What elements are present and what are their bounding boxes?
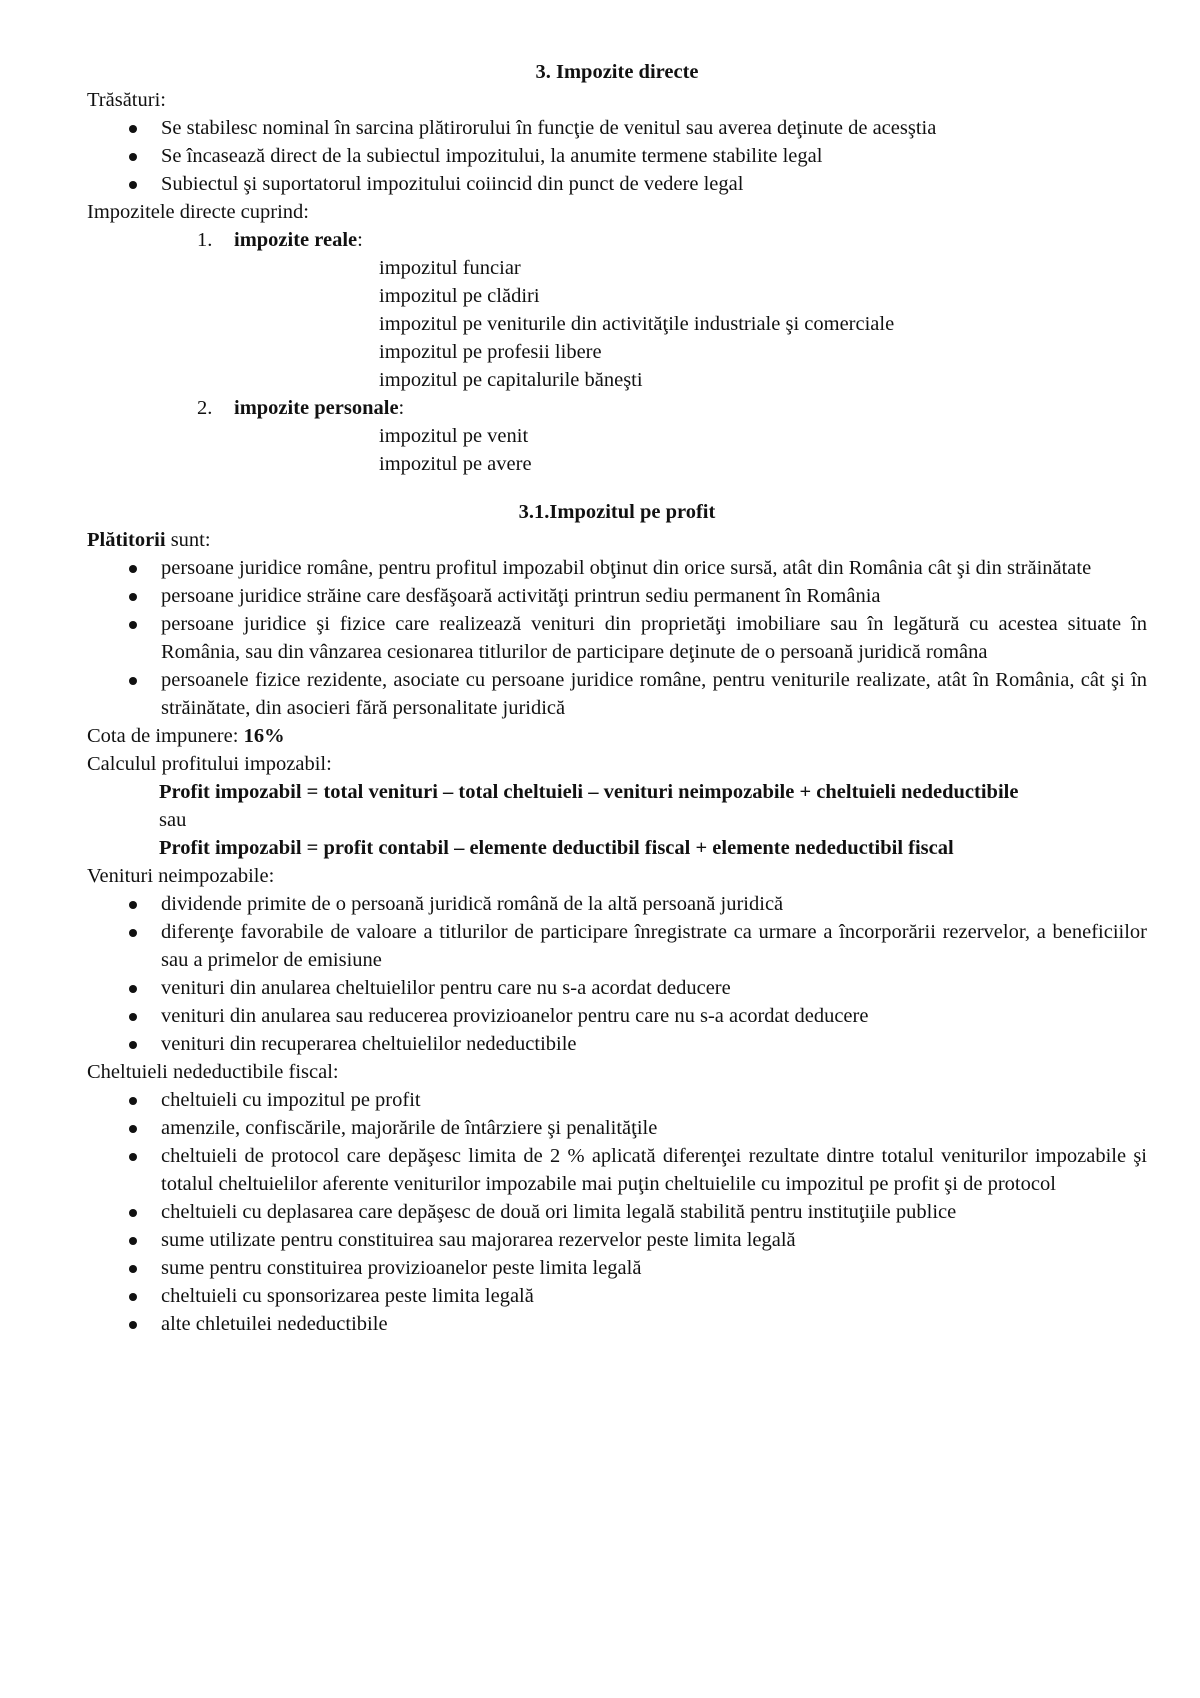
nontaxable-heading: Venituri neimpozabile: [87,865,275,887]
list-number: 2. [197,397,213,419]
or-word: sau [159,809,187,831]
document-page [87,58,1147,1338]
list-item: cheltuieli de protocol care depăşesc limita de 2 % aplicată diferenţei rezultate dintre totalul veniturilor impozabile şi totalul cheltuielilor aferente veniturilor impozabile mai puţin cheltuielile cu impozitul pe profit şi de protocol [87,1142,1147,1198]
list-item: impozitul pe profesii libere [379,341,602,363]
list-item: cheltuieli cu impozitul pe profit [87,1086,1147,1114]
formula: Profit impozabil = profit contabil – elemente deductibil fiscal + elemente nedeductibil fiscal [159,837,954,859]
list-item: sume pentru constituirea provizioanelor peste limita legală [87,1254,1147,1282]
list-item: persoanele fizice rezidente, asociate cu persoane juridice române, pentru veniturile realizate, atât în România, cât şi în străinătate, din asocieri fără personalitate juridică [87,666,1147,722]
traits-list [87,114,1147,198]
nondeductible-heading: Cheltuieli nedeductibile fiscal: [87,1061,339,1083]
direct-taxes-heading: Impozitele directe cuprind: [87,201,309,223]
list-item: sume utilizate pentru constituirea sau majorarea rezervelor peste limita legală [87,1226,1147,1254]
list-item: impozitul funciar [379,257,521,279]
formula: Profit impozabil = total venituri – total cheltuieli – venituri neimpozabile + cheltuieli nedeductibile [159,781,1019,803]
list-item: impozitul pe clădiri [379,285,540,307]
payers-heading: Plătitorii sunt: [87,529,211,551]
nontaxable-list [87,890,1147,1058]
list-item: Se încasează direct de la subiectul impozitului, la anumite termene stabilite legal [87,142,1147,170]
nondeductible-list [87,1086,1147,1338]
list-item: Subiectul şi suportatorul impozitului coiincid din punct de vedere legal [87,170,1147,198]
list-item: dividende primite de o persoană juridică română de la altă persoană juridică [87,890,1147,918]
personal-taxes-label: impozite personale [234,397,399,419]
list-item: venituri din recuperarea cheltuielilor nedeductibile [87,1030,1147,1058]
real-taxes-label: impozite reale [234,229,358,251]
list-item: diferenţe favorabile de valoare a titlurilor de participare înregistrate ca urmare a încorporării rezervelor, a beneficiilor sau a primelor de emisiune [87,918,1147,974]
payers-list [87,554,1147,722]
section-title: 3.1.Impozitul pe profit [518,501,716,523]
list-item: impozitul pe avere [379,453,532,475]
tax-rate-value: 16% [243,725,285,747]
list-number: 1. [197,229,213,251]
list-item: venituri din anularea sau reducerea provizioanelor pentru care nu s-a acordat deducere [87,1002,1147,1030]
list-item: amenzile, confiscările, majorările de întârziere şi penalităţile [87,1114,1147,1142]
list-item: persoane juridice şi fizice care realizează venituri din proprietăţi imobiliare sau în legătură cu acestea situate în România, sau din vânzarea cesionarea titlurilor de participare deţinute de o persoană juridică româna [87,610,1147,666]
real-taxes-heading: 1. impozite reale: [87,226,1147,254]
list-item: impozitul pe veniturile din activităţile industriale şi comerciale [379,313,895,335]
list-item: alte chletuilei nedeductibile [87,1310,1147,1338]
list-item: venituri din anularea cheltuielilor pentru care nu s-a acordat deducere [87,974,1147,1002]
list-item: persoane juridice române, pentru profitul impozabil obţinut din orice sursă, atât din România cât şi din străinătate [87,554,1147,582]
list-item: cheltuieli cu deplasarea care depăşesc de două ori limita legală stabilită pentru instituţiile publice [87,1198,1147,1226]
list-item: Se stabilesc nominal în sarcina plătirorului în funcţie de venitul sau averea deţinute de acesştia [87,114,1147,142]
list-item: cheltuieli cu sponsorizarea peste limita legală [87,1282,1147,1310]
list-item: persoane juridice străine care desfăşoară activităţi printrun sediu permanent în România [87,582,1147,610]
page-title: 3. Impozite directe [535,61,699,83]
tax-rate: Cota de impunere: 16% [87,725,285,747]
list-item: impozitul pe capitalurile băneşti [379,369,643,391]
list-item: impozitul pe venit [379,425,529,447]
traits-heading: Trăsături: [87,89,166,111]
personal-taxes-heading: 2. impozite personale: [87,394,1147,422]
calc-heading: Calculul profitului impozabil: [87,753,332,775]
